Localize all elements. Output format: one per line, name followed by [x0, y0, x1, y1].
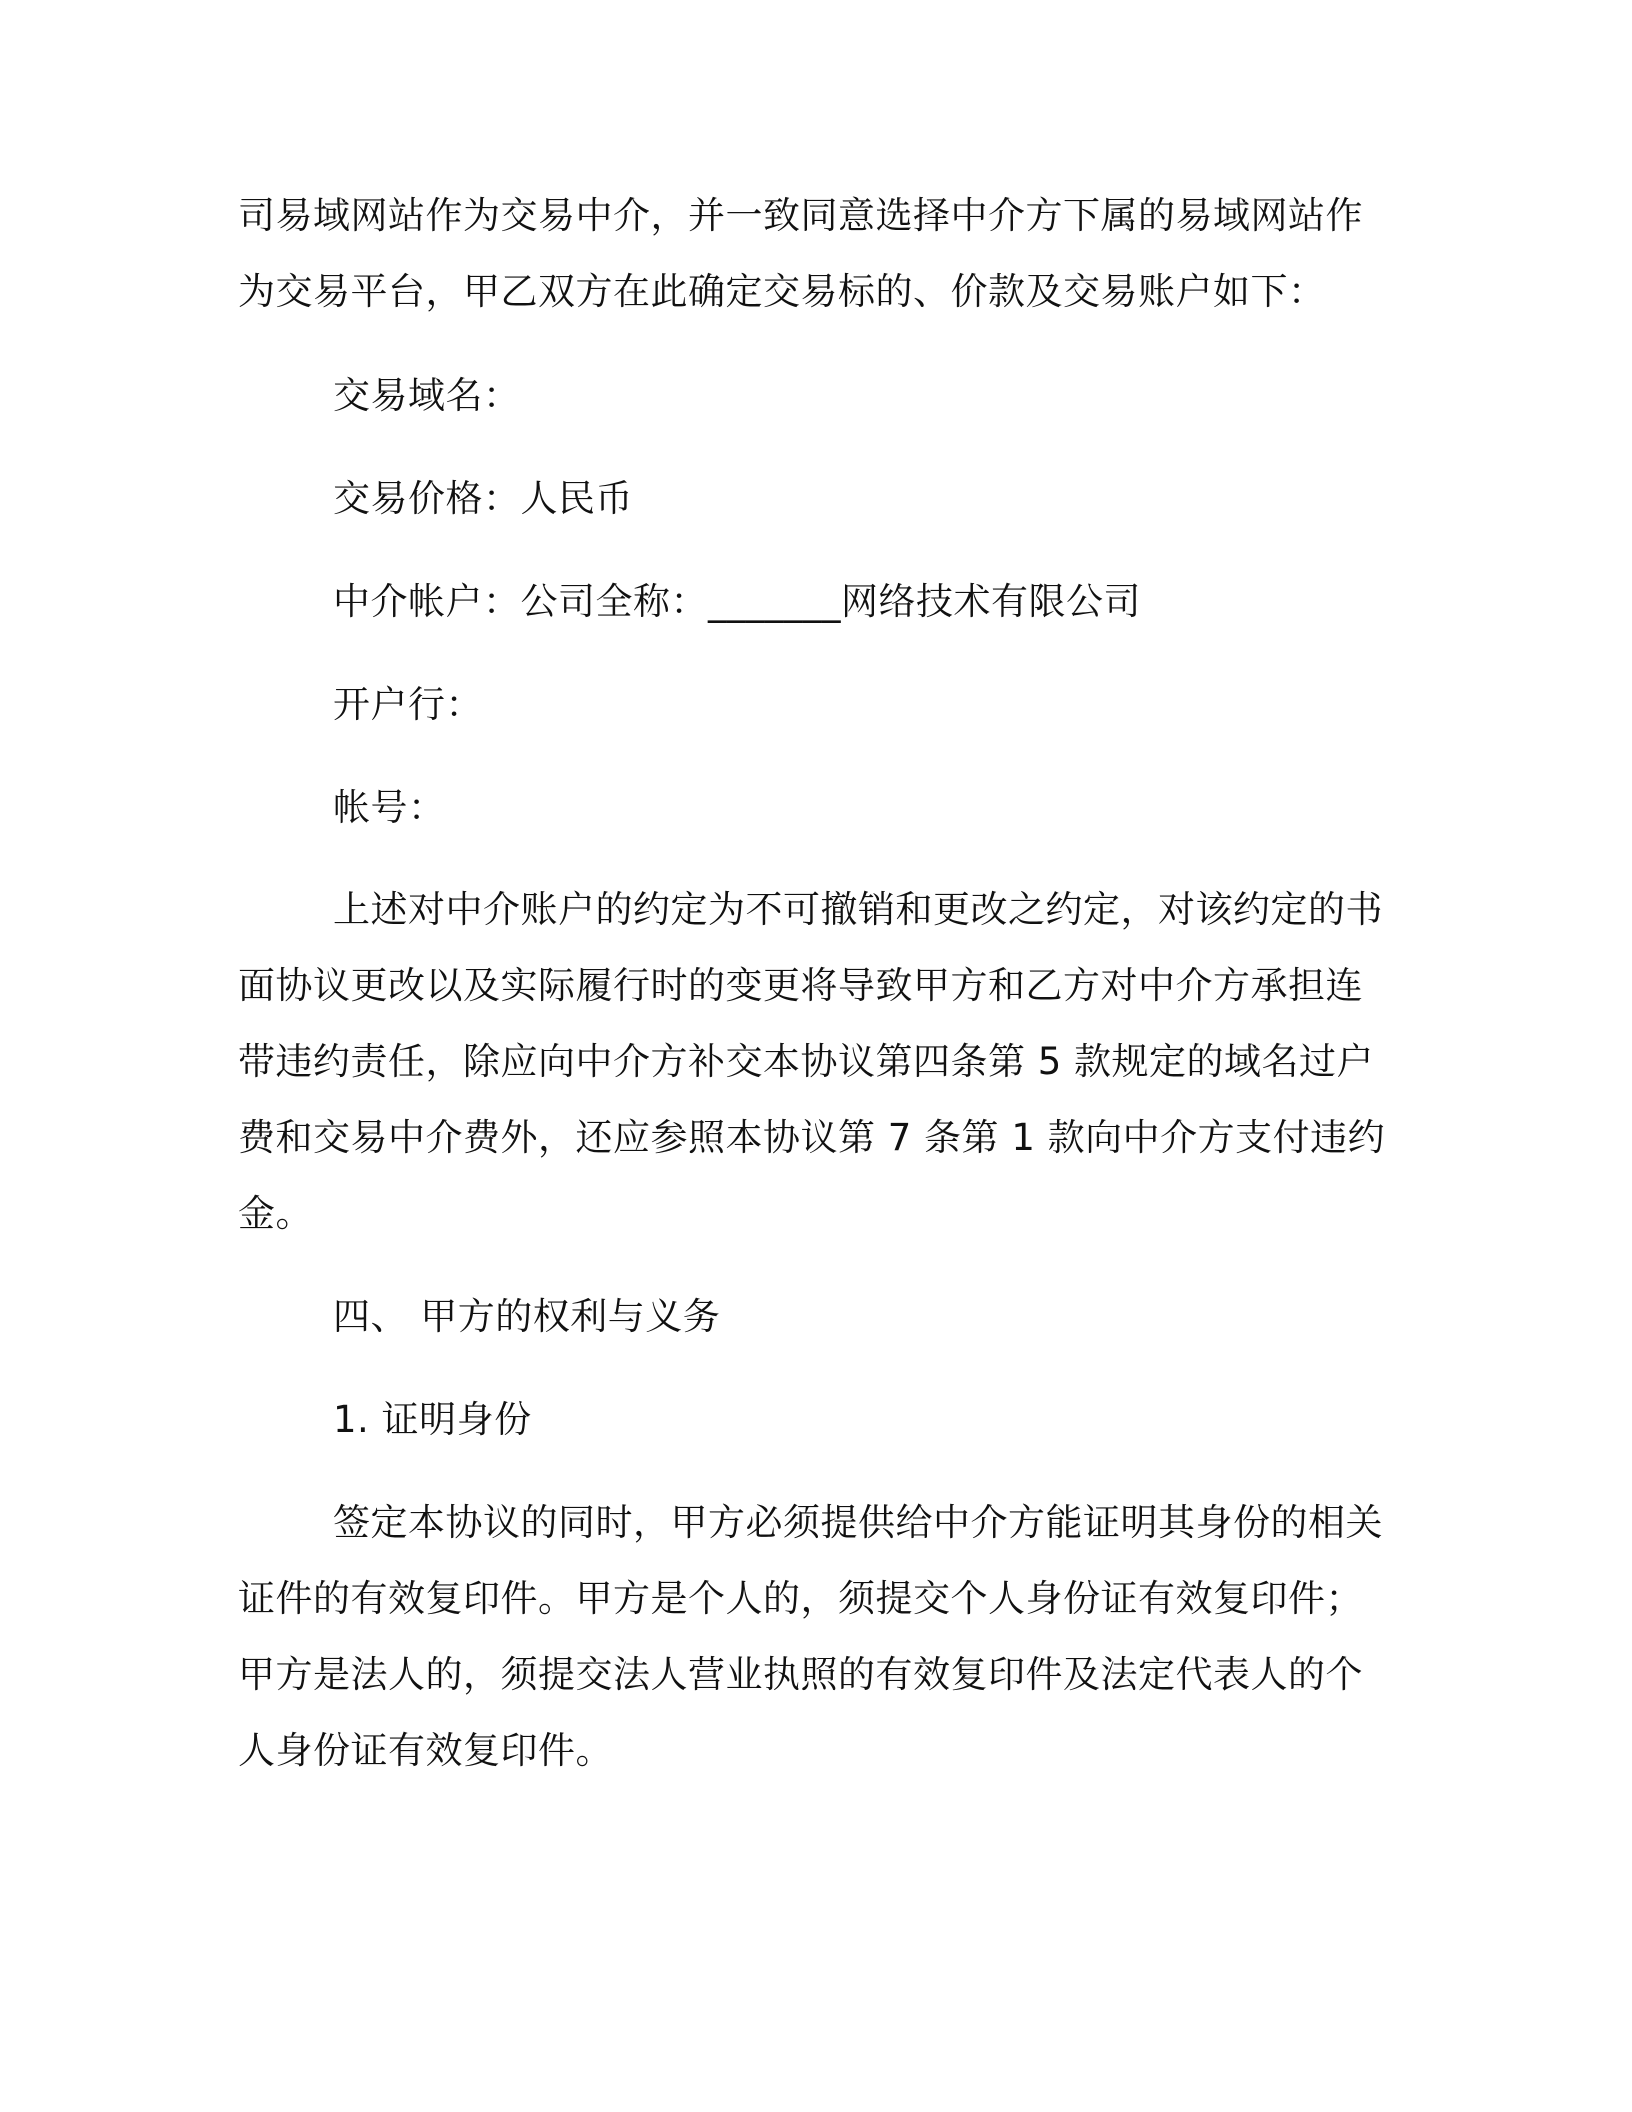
clause-line-3: 带违约责任，除应向中介方补交本协议第四条第 5 款规定的域名过户 — [238, 1040, 1375, 1083]
identity-line-3: 甲方是法人的，须提交法人营业执照的有效复印件及法定代表人的个 — [238, 1653, 1363, 1696]
field-bank: 开户行： — [333, 683, 483, 726]
clause-line-4: 费和交易中介费外，还应参照本协议第 7 条第 1 款向中介方支付违约 — [238, 1116, 1386, 1159]
field-account: 中介帐户：公司全称：_______网络技术有限公司 — [333, 580, 1141, 623]
clause-line-5: 金。 — [238, 1192, 313, 1235]
clause-line-1: 上述对中介账户的约定为不可撤销和更改之约定，对该约定的书 — [333, 888, 1383, 931]
intro-line-2: 为交易平台，甲乙双方在此确定交易标的、价款及交易账户如下： — [238, 270, 1326, 313]
identity-line-1: 签定本协议的同时，甲方必须提供给中介方能证明其身份的相关 — [333, 1501, 1383, 1544]
identity-line-2: 证件的有效复印件。甲方是个人的，须提交个人身份证有效复印件； — [238, 1577, 1363, 1620]
section-heading: 四、 甲方的权利与义务 — [333, 1295, 721, 1338]
identity-line-4: 人身份证有效复印件。 — [238, 1729, 613, 1772]
field-domain: 交易域名： — [333, 374, 521, 417]
clause-line-2: 面协议更改以及实际履行时的变更将导致甲方和乙方对中介方承担连 — [238, 964, 1363, 1007]
field-price: 交易价格：人民币 — [333, 477, 633, 520]
intro-line-1: 司易域网站作为交易中介，并一致同意选择中介方下属的易域网站作 — [238, 194, 1363, 237]
field-account-no: 帐号： — [333, 786, 446, 829]
subsection-heading: 1. 证明身份 — [333, 1398, 532, 1441]
